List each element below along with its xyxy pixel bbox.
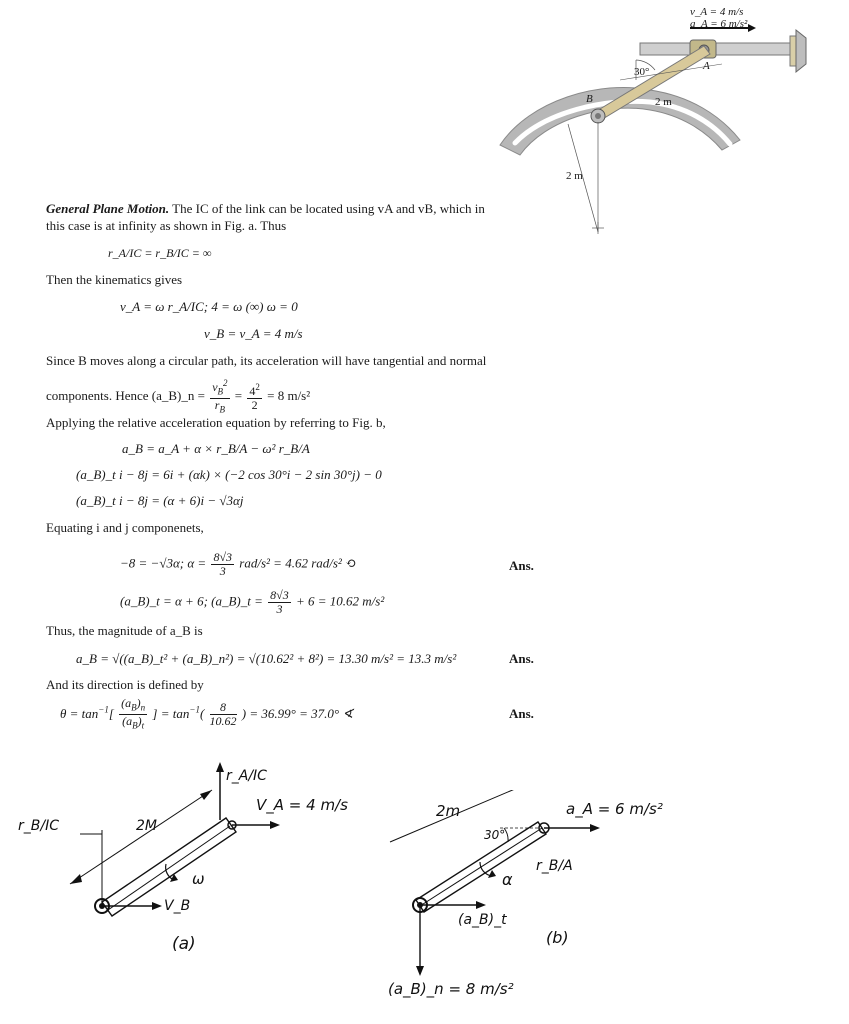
fig-a-caption: (a): [172, 934, 196, 954]
eight-root3-over-3: $\frac{8√3}{3}$: [213, 550, 233, 578]
fig-b-angle: 30°: [484, 828, 506, 842]
fig-b-alpha: α: [502, 870, 513, 889]
fig-a-omega: ω: [192, 870, 205, 888]
relative-text: Applying the relative acceleration equation by referring to Fig. b,: [46, 415, 386, 430]
eq-sub1: (a_B)_t i − 8j = 6i + (αk) × (−2 cos 30°i − 2 sin 30°j) − 0: [76, 467, 382, 482]
eq-theta-right: = 36.99° = 37.0°: [249, 705, 340, 721]
eq-alpha: −8 = −√3α; α =: [120, 555, 207, 571]
fig-b-abt: (a_B)_t: [458, 912, 507, 928]
fig-a-va: V_A = 4 m/s: [256, 796, 348, 814]
fig-a-r-bic: r_B/IC: [18, 818, 59, 834]
eq-alpha-result: rad/s² = 4.62 rad/s²: [239, 555, 342, 571]
eight-root3-over-3-b: $\frac{8√3}{3}$: [270, 588, 289, 616]
fig-b-drawing: [380, 790, 680, 990]
eq-alpha-line: −8 = −√3α; α = $\frac{8√3}{3}$ rad/s² = 4.62 rad/s² ⟲: [120, 550, 356, 578]
fig-a-r-aic: r_A/IC: [226, 768, 267, 784]
direction-text: And its direction is defined by: [46, 677, 204, 692]
kinematics-label: Then the kinematics gives: [46, 272, 183, 287]
top-point-A: A: [703, 60, 710, 72]
equating-text: Equating i and j componenets,: [46, 520, 204, 535]
eq-abt-left: (a_B)_t = α + 6; (a_B)_t =: [120, 593, 263, 609]
eq-infinity: r_A/IC = r_B/IC = ∞: [108, 246, 212, 260]
eq-theta-line: $\theta = \tan^{-1}$[ $\frac{(a_B)_n}{(a_B)_t}$ ] = $\tan^{-1}$( $\frac{8}{10.62}$ ) = 36.99° = 37.0° ∢: [60, 696, 354, 731]
intro-line1: The IC of the link can be located using vA and vB, which in: [172, 201, 485, 216]
intro-heading: General Plane Motion.: [46, 201, 170, 216]
eq-abt-line: [120, 589, 384, 616]
fig-b-rba: r_B/A: [536, 858, 573, 874]
top-figure: [490, 0, 830, 240]
top-length-label: 2 m: [655, 96, 672, 108]
top-va-label: v_A = 4 m/s: [690, 6, 744, 18]
top-point-B: B: [586, 93, 593, 105]
eq-vb: v_B = v_A = 4 m/s: [204, 326, 303, 341]
intro-line2: this case is at infinity as shown in Fig. a. Thus: [46, 218, 287, 233]
eq-sub2: (a_B)_t i − 8j = (α + 6)i − √3αj: [76, 493, 244, 508]
eq-abt-right: + 6 = 10.62 m/s²: [296, 593, 385, 609]
fig-b-abn: (a_B)_n = 8 m/s²: [388, 980, 514, 998]
eight-over-1062: $\frac{8}{10.62}$: [209, 700, 237, 729]
components-result: = 8 m/s²: [267, 387, 311, 403]
fig-b-caption: (b): [546, 928, 569, 947]
eq-omega: v_A = ω r_A/IC; 4 = ω (∞) ω = 0: [120, 299, 298, 314]
components-line: components. Hence (a_B)_n = $\frac{v_B^2}{r_B}$ = $\frac{4^2}{2}$ = 8 m/s²: [46, 378, 311, 415]
wall-bracket: [790, 36, 796, 66]
abn-over-abt: $\frac{(a_B)_n}{(a_B)_t}$: [121, 696, 146, 731]
magnitude-text: Thus, the magnitude of a_B is: [46, 623, 203, 638]
intro-text: [46, 201, 485, 217]
ans-2: Ans.: [509, 651, 534, 666]
top-radius-label: 2 m: [566, 170, 583, 182]
fig-a-len: 2M: [136, 818, 157, 834]
fig-b-len: 2m: [436, 802, 461, 820]
vb2-over-rb: $\frac{v_B^2}{r_B}$: [212, 378, 228, 415]
components-text: components. Hence (a_B)_n =: [46, 387, 205, 403]
eq-relative: a_B = a_A + α × r_B/A − ω² r_B/A: [122, 441, 310, 456]
top-aa-label: a_A = 6 m/s²: [690, 18, 748, 30]
ans-1: Ans.: [509, 558, 534, 573]
fig-a-vb: V_B: [164, 898, 191, 914]
fig-b-aa: a_A = 6 m/s²: [566, 800, 663, 818]
eq-magnitude: a_B = √((a_B)_t² + (a_B)_n²) = √(10.62² + 8²) = 13.30 m/s² = 13.3 m/s²: [76, 651, 457, 666]
circular-text: Since B moves along a circular path, its acceleration will have tangential and normal: [46, 353, 487, 368]
four2-over-two: $\frac{4^2}{2}$: [249, 382, 260, 413]
ans-3: Ans.: [509, 706, 534, 721]
top-angle-label: 30°: [634, 66, 650, 78]
